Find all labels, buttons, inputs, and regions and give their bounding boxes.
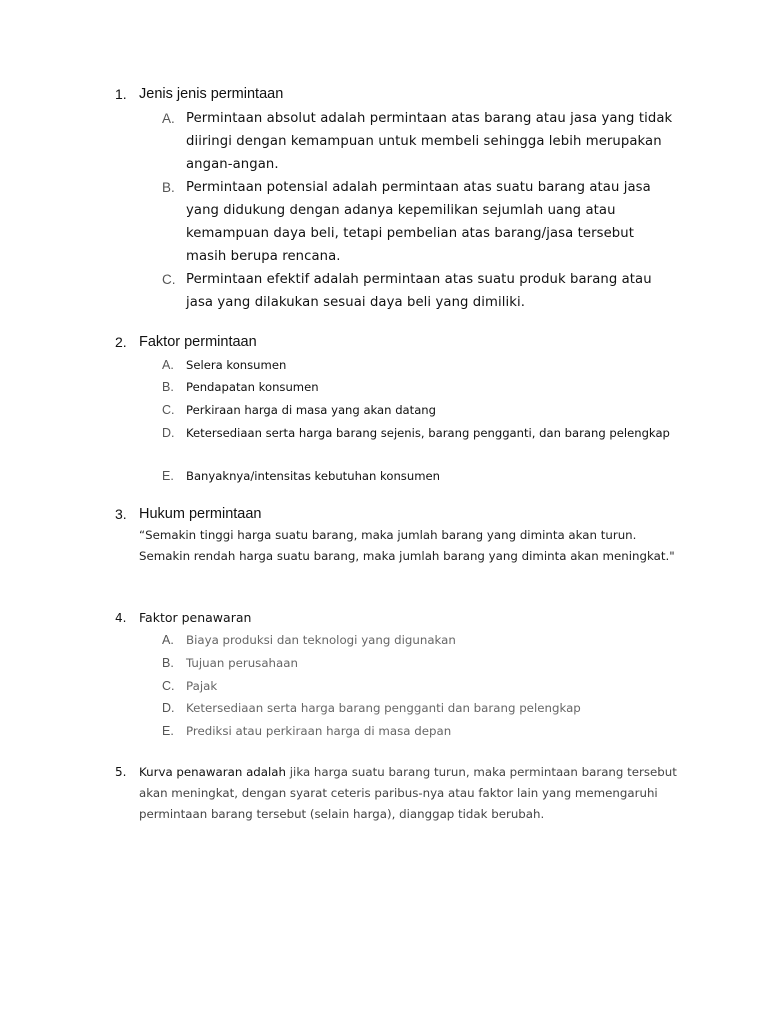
section-number: 3. [115, 506, 127, 522]
item-letter: E. [162, 724, 174, 738]
item-letter: E. [162, 469, 174, 483]
item-text: Biaya produksi dan teknologi yang digunakan [186, 633, 456, 647]
item-text: Ketersediaan serta harga barang pengganti dan barang pelengkap [186, 701, 581, 715]
definition-paragraph [139, 762, 679, 825]
item-text: Permintaan efektif adalah permintaan atas suatu produk barang atau jasa yang dilakukan sesuai daya beli yang dimiliki. [186, 272, 652, 310]
item-letter: C. [162, 403, 175, 417]
section-title: Faktor penawaran [139, 610, 252, 625]
item-text: Perkiraan harga di masa yang akan datang [186, 403, 437, 417]
item-text: Permintaan absolut adalah permintaan atas barang atau jasa yang tidak diiringi dengan kemampuan untuk membeli sehingga lebih merupakan angan-angan. [186, 111, 673, 172]
item-text: Pendapatan konsumen [186, 380, 319, 394]
item-letter: A. [162, 111, 175, 126]
item-text: Tujuan perusahaan [186, 656, 298, 670]
section-number: 5. [115, 765, 127, 779]
section-title: Faktor permintaan [139, 334, 257, 350]
section-number: 1. [115, 86, 127, 102]
section-number: 2. [115, 334, 127, 350]
item-letter: B. [162, 380, 174, 394]
item-text: Selera konsumen [186, 358, 287, 372]
item-letter: D. [162, 426, 175, 440]
quote-paragraph: “Semakin tinggi harga suatu barang, maka jumlah barang yang diminta akan turun. Semakin rendah harga suatu barang, maka jumlah barang yang diminta akan meningkat." [139, 528, 675, 563]
item-letter: A. [162, 358, 174, 372]
item-letter: C. [162, 679, 175, 693]
item-letter: B. [162, 180, 175, 195]
item-letter: B. [162, 656, 174, 670]
item-text: Banyaknya/intensitas kebutuhan konsumen [186, 469, 440, 483]
item-letter: C. [162, 272, 176, 287]
item-text: Permintaan potensial adalah permintaan atas suatu barang atau jasa yang didukung dengan adanya kepemilikan sejumlah uang atau kemampuan daya beli, tetapi pembelian atas barang/jasa tersebut masih berupa rencana. [186, 180, 651, 264]
definition-term: Kurva penawaran adalah [139, 765, 287, 779]
definition-text: jika harga suatu barang turun, maka permintaan barang tersebut akan meningkat, dengan syarat ceteris paribus-nya atau faktor lain yang memengaruhi permintaan barang tersebut (selain harga), dianggap tidak berubah. [139, 765, 677, 821]
item-text: Ketersediaan serta harga barang sejenis, barang pengganti, dan barang pelengkap [186, 426, 670, 440]
item-letter: A. [162, 633, 174, 647]
section-number: 4. [115, 611, 127, 625]
item-text: Pajak [186, 679, 218, 693]
item-letter: D. [162, 701, 175, 715]
section-title: Hukum permintaan [139, 506, 262, 522]
section-title: Jenis jenis permintaan [139, 86, 284, 102]
item-text: Prediksi atau perkiraan harga di masa depan [186, 724, 452, 738]
